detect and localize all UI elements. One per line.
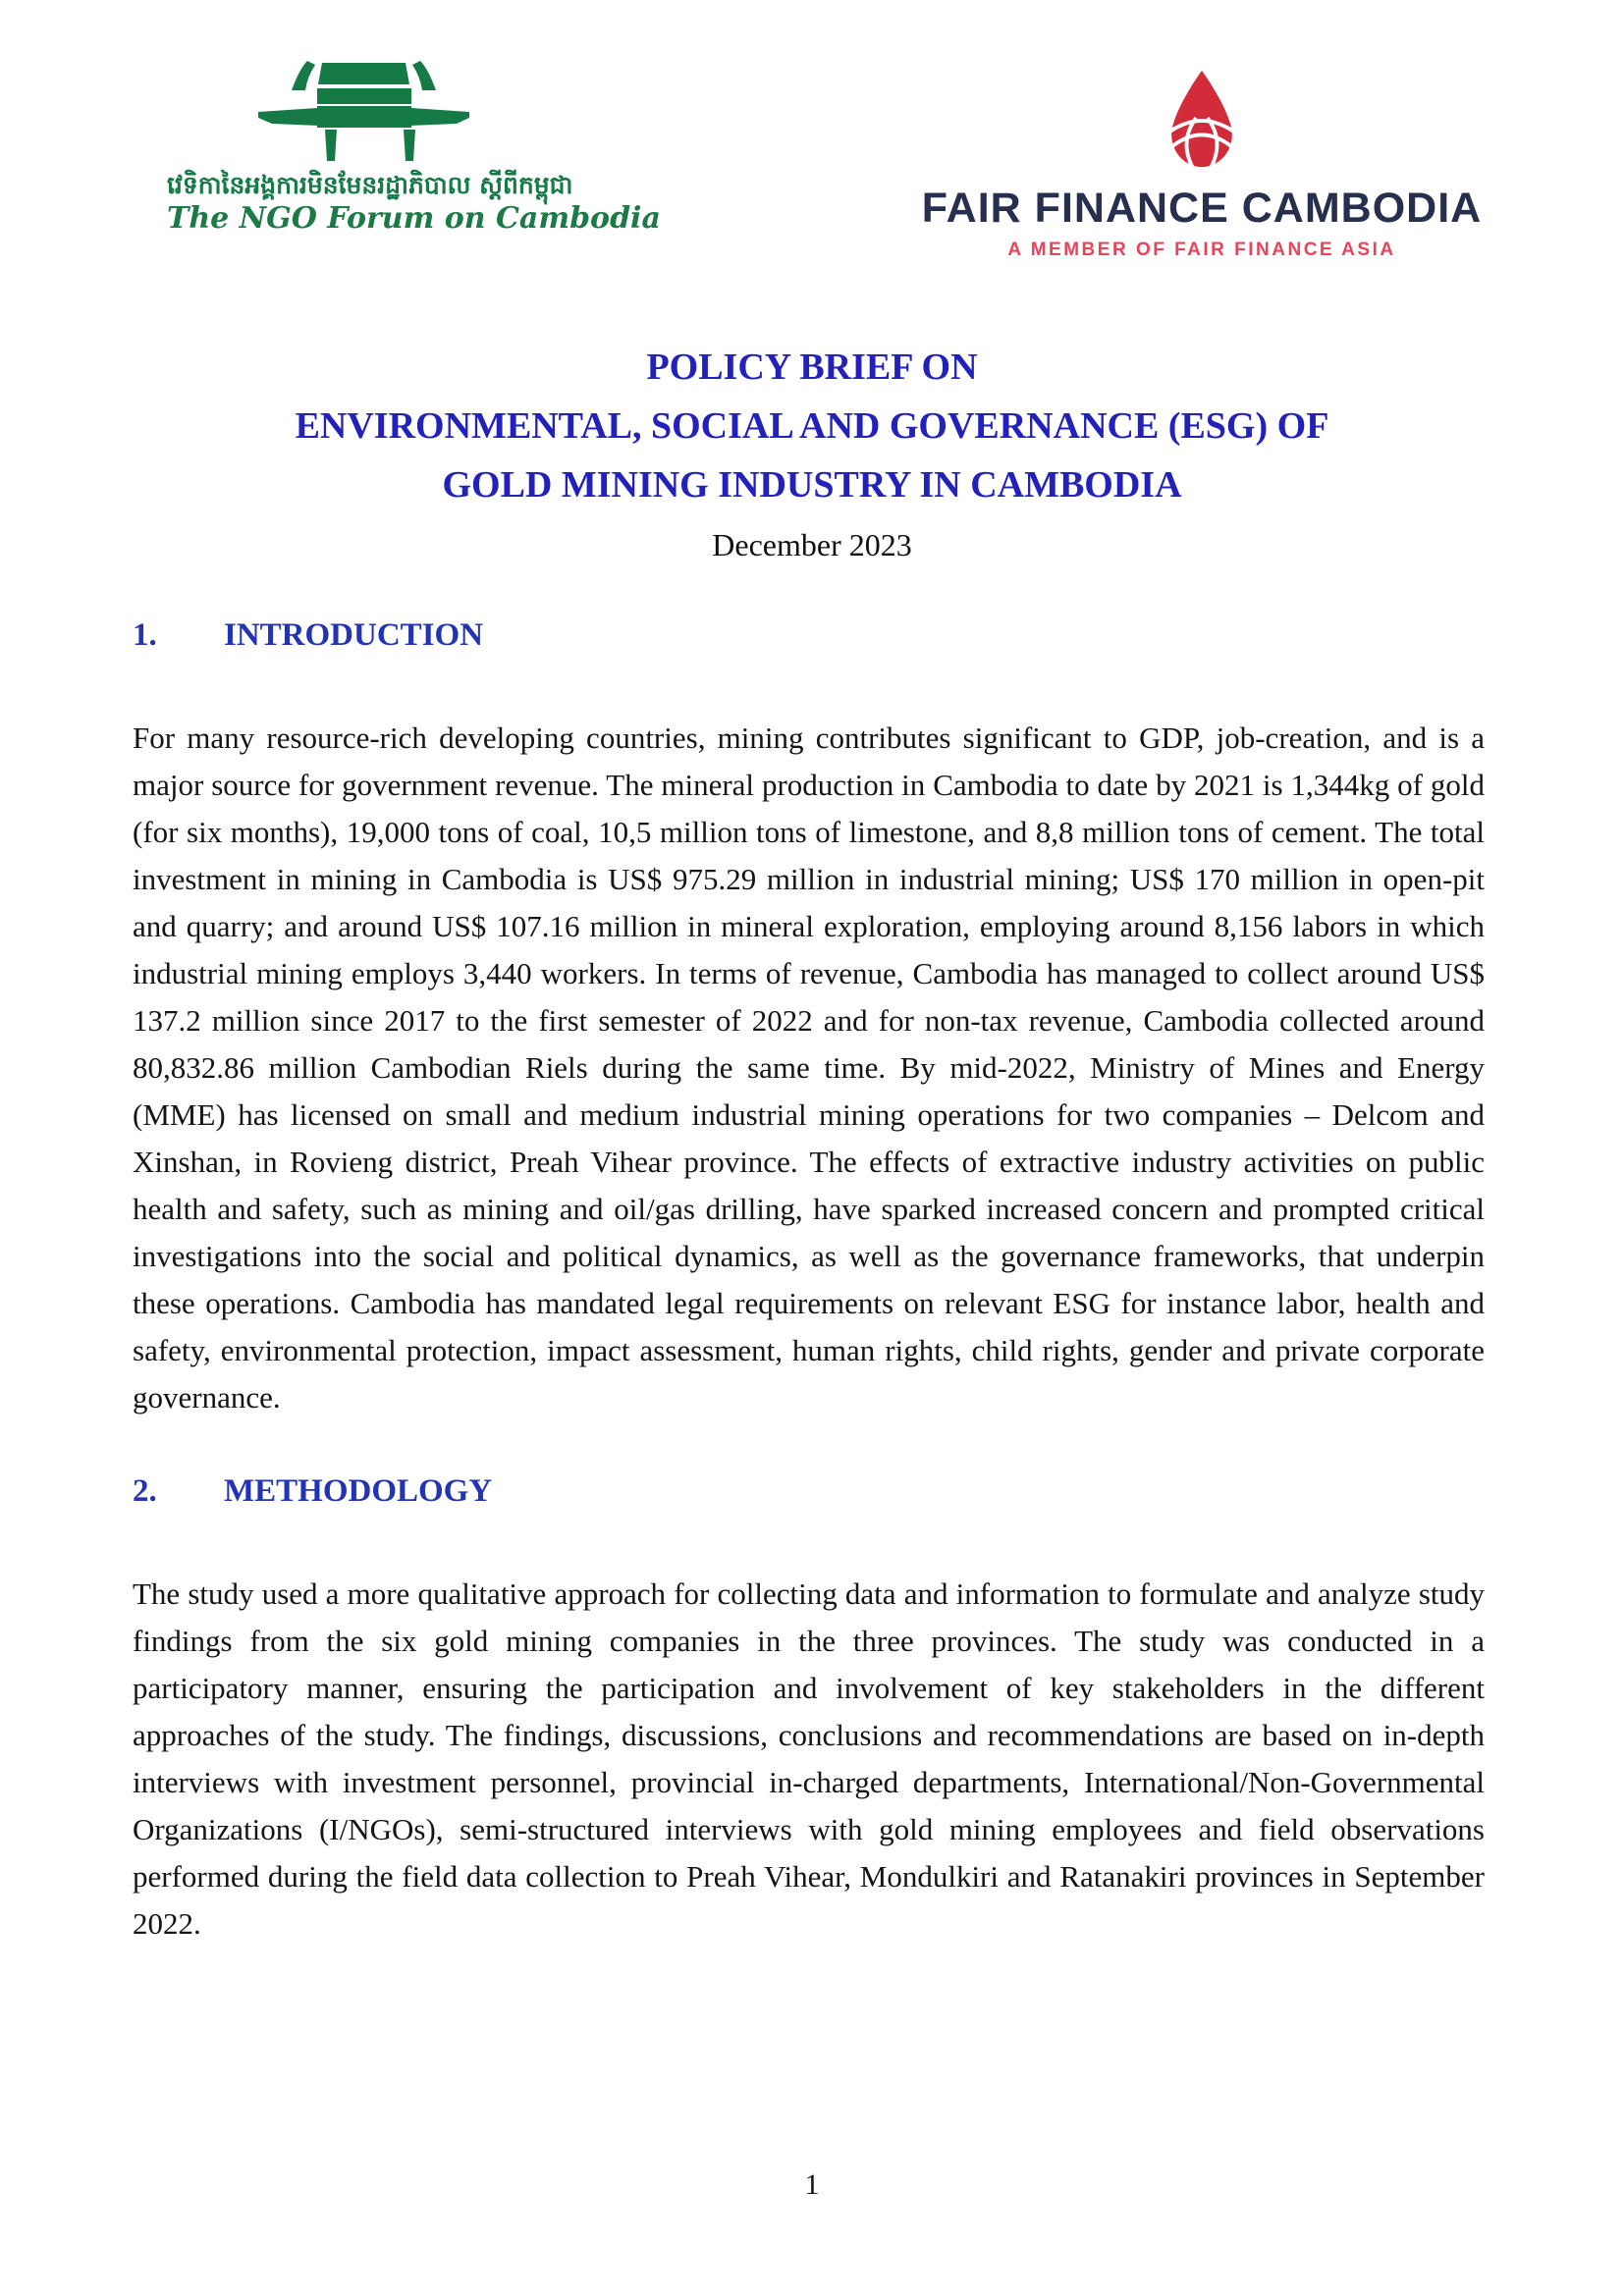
fair-finance-logo <box>888 51 1516 261</box>
title-block <box>0 338 1624 565</box>
title-line-3: GOLD MINING INDUSTRY IN CAMBODIA <box>442 464 1182 506</box>
section-number: 2. <box>133 1473 157 1509</box>
document-body <box>0 614 1624 1948</box>
page-number: 1 <box>804 2168 820 2201</box>
methodology-paragraph: The study used a more qualitative approach for collecting data and information to formulate and analyze study findings from the six gold mining companies in the three provinces. The study was conducted in a participatory manner, ensuring the participation and involvement of key stakeholders in the different approaches of the study. The findings, discussions, conclusions and recommendations are based on in-depth interviews with investment personnel, provincial in-charged departments, International/Non-Governmental Organizations (I/NGOs), semi-structured interviews with gold mining employees and field observations performed during the field data collection to Preah Vihear, Mondulkiri and Ratanakiri provinces in September 2022. <box>133 1576 1485 1941</box>
section-heading-introduction <box>133 614 1485 656</box>
section-title: METHODOLOGY <box>224 1473 493 1509</box>
introduction-paragraph: For many resource-rich developing countries, mining contributes significant to GDP, job-creation, and is a major source for government revenue. The mineral production in Cambodia to date by 2021 is 1,344kg of gold (for six months), 19,000 tons of coal, 10,5 million tons of limestone, and 8,8 million tons of cement. The total investment in mining in Cambodia is US$ 975.29 million in industrial mining; US$ 170 million in open-pit and quarry; and around US$ 107.16 million in mineral exploration, employing around 8,156 labors in which industrial mining employs 3,440 workers. In terms of revenue, Cambodia has managed to collect around US$ 137.2 million since 2017 to the first semester of 2022 and for non-tax revenue, Cambodia collected around 80,832.86 million Cambodian Riels during the same time. By mid-2022, Ministry of Mines and Energy (MME) has licensed on small and medium industrial mining operations for two companies – Delcom and Xinshan, in Rovieng district, Preah Vihear province. The effects of extractive industry activities on public health and safety, such as mining and oil/gas drilling, have sparked increased concern and prompted critical investigations into the social and political dynamics, as well as the governance frameworks, that underpin these operations. Cambodia has mandated legal requirements on relevant ESG for instance labor, health and safety, environmental protection, impact assessment, human rights, child rights, gender and private corporate governance. <box>133 721 1485 1415</box>
fair-finance-name: FAIR FINANCE CAMBODIA <box>921 185 1483 232</box>
pavilion-icon <box>167 51 560 161</box>
ngo-forum-logo <box>167 51 661 238</box>
ngo-forum-english-name: The NGO Forum on Cambodia <box>167 201 661 236</box>
section-number: 1. <box>133 617 157 653</box>
fair-finance-tagline: A MEMBER OF FAIR FINANCE ASIA <box>1007 240 1396 260</box>
ngo-forum-khmer-name: វេទិកានៃអង្គការមិនមែនរដ្ឋាភិបាល ស្តីពីកម្ពុជា <box>167 171 573 199</box>
title-line-1: POLICY BRIEF ON <box>646 347 978 388</box>
header <box>0 0 1624 261</box>
title-line-2: ENVIRONMENTAL, SOCIAL AND GOVERNANCE (ESG) OF <box>295 405 1329 447</box>
section-heading-methodology <box>133 1470 1485 1512</box>
section-title: INTRODUCTION <box>224 617 484 653</box>
water-drop-icon <box>888 69 1516 171</box>
document-date: December 2023 <box>712 527 912 562</box>
